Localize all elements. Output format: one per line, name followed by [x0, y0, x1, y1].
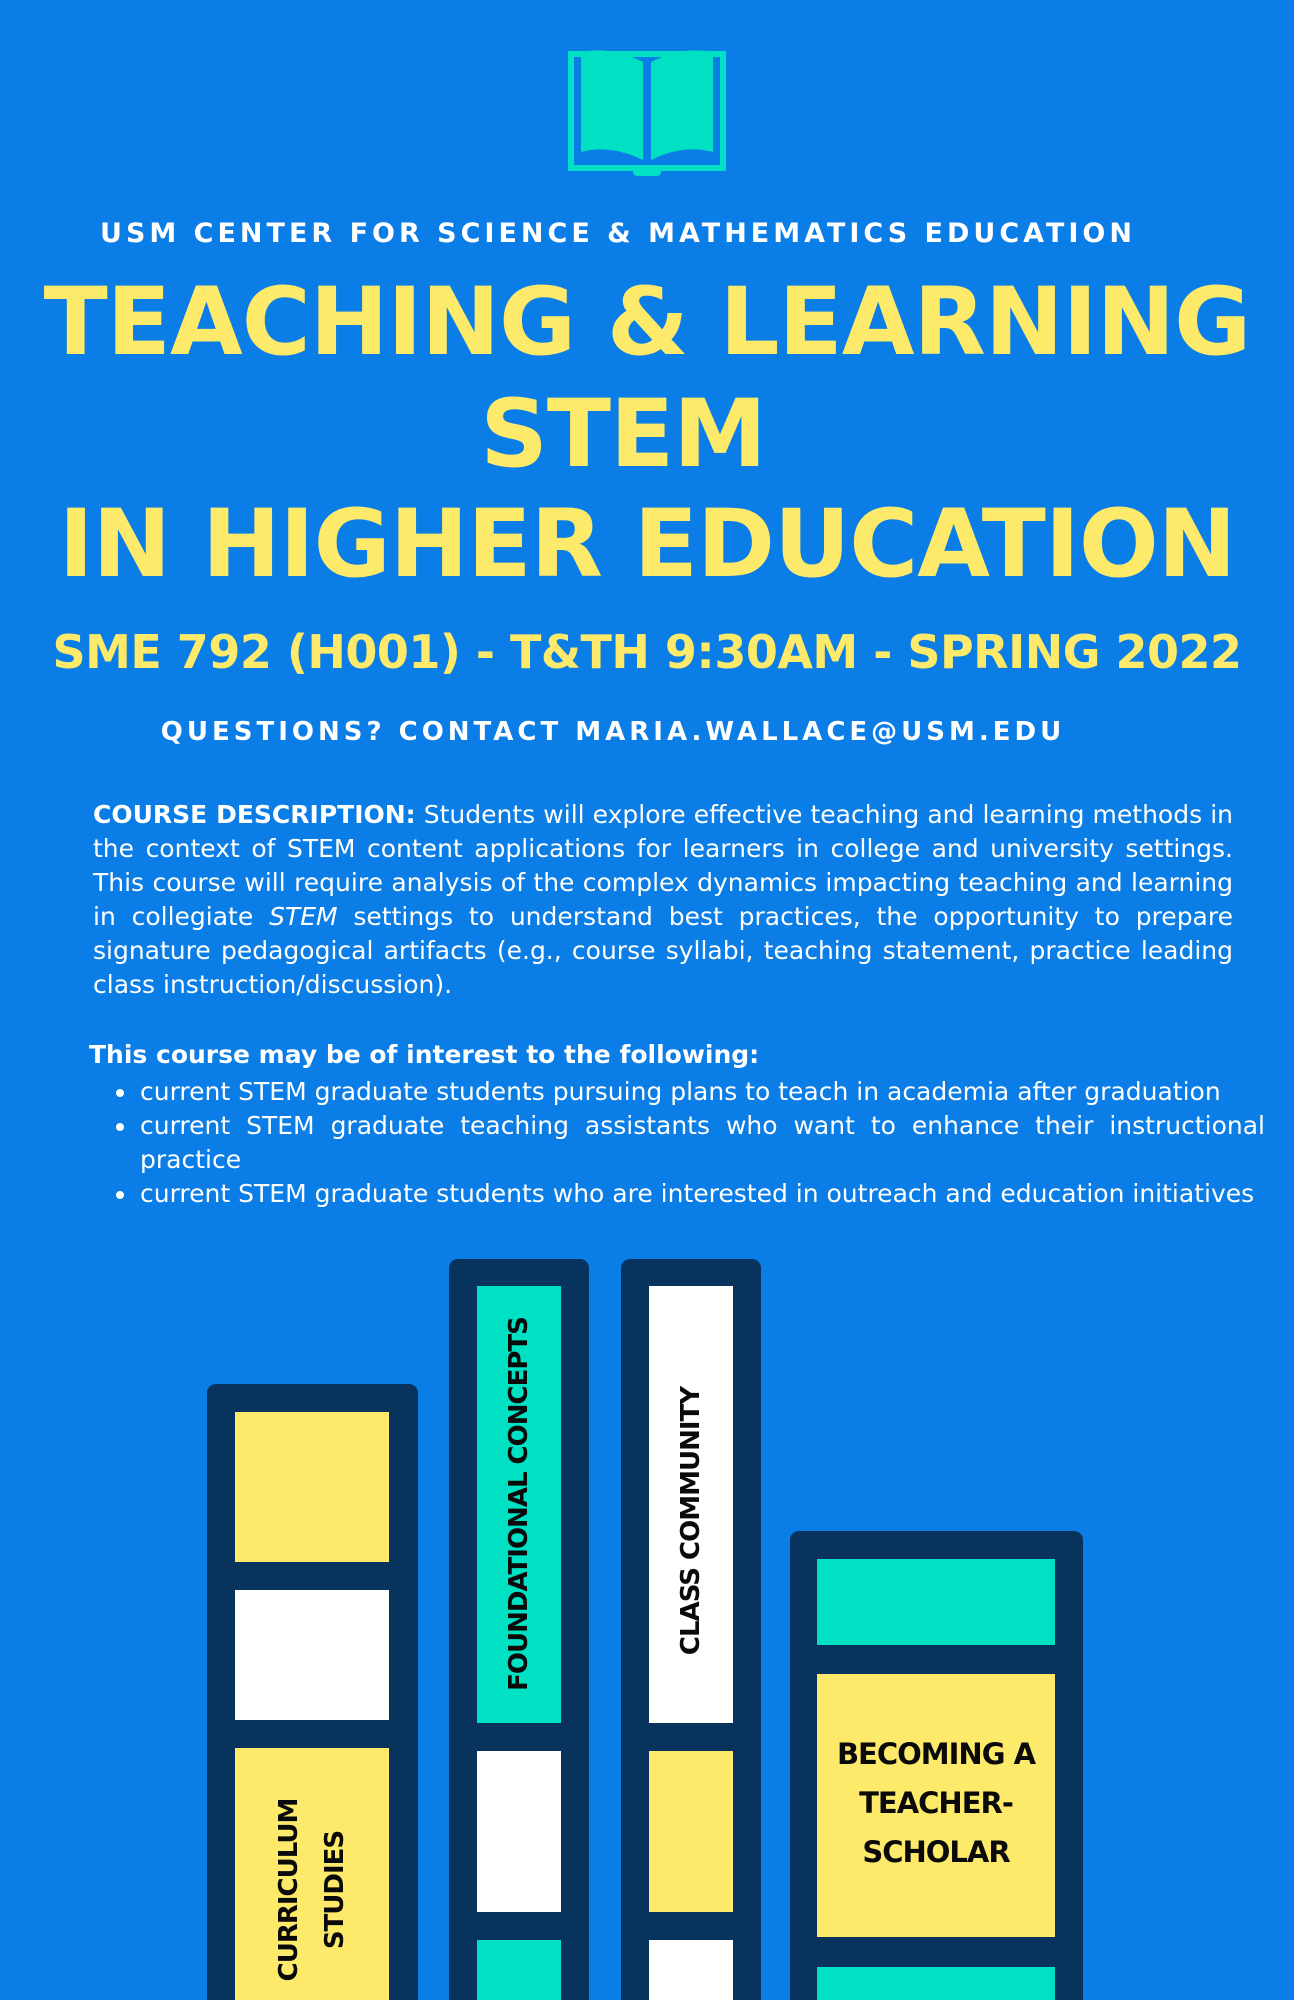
title-line-2: STEM	[480, 380, 766, 489]
open-book-icon	[567, 48, 727, 183]
book-band	[649, 1940, 733, 2000]
description-text-1: Students will explore effective teaching and learning methods in the context of STEM content applications for learners in college and university settings. This course will require analysis of the complex dynamics impacting teaching and learning in collegiate	[93, 800, 1233, 931]
organization-name: USM CENTER FOR SCIENCE & MATHEMATICS EDUCATION	[100, 218, 1136, 249]
book-band	[477, 1940, 561, 2000]
book-band	[817, 1559, 1055, 1645]
book-label-community: CLASS COMMUNITY	[676, 1386, 706, 1656]
contact-line: QUESTIONS? CONTACT MARIA.WALLACE@USM.EDU	[160, 717, 1066, 747]
book-band	[235, 1590, 389, 1720]
book-band	[235, 1412, 389, 1562]
book-label-line: STUDIES	[320, 1830, 350, 1950]
book-teacher-scholar	[790, 1531, 1083, 2000]
list-item: • current STEM graduate students pursuing plans to teach in academia after graduation	[138, 1075, 1265, 1109]
title-line-1: TEACHING & LEARNING	[43, 268, 1251, 377]
book-class-community	[621, 1259, 761, 2000]
book-label-teacher	[817, 1730, 1055, 1877]
course-info: SME 792 (H001) - T&TH 9:30AM - SPRING 2022	[52, 625, 1242, 679]
list-item: • current STEM graduate students who are interested in outreach and education initiatives	[138, 1177, 1265, 1211]
book-band	[477, 1751, 561, 1912]
book-label-curriculum	[266, 1799, 358, 1982]
book-label-line: SCHOLAR	[862, 1835, 1010, 1869]
book-band	[649, 1751, 733, 1912]
course-description	[93, 798, 1233, 1002]
description-text-2: settings to understand best practices, the opportunity to prepare signature pedagogical artifacts (e.g., course syllabi, teaching statement, practice leading class instruction/discussion).	[93, 902, 1233, 999]
interest-heading: This course may be of interest to the following:	[89, 1040, 760, 1069]
book-band	[817, 1967, 1055, 2000]
book-label-line: CURRICULUM	[274, 1798, 304, 1982]
interest-list	[102, 1075, 1265, 1211]
book-label-line: TEACHER-	[859, 1786, 1013, 1820]
book-curriculum-studies	[207, 1384, 418, 2000]
book-label-foundational: FOUNDATIONAL CONCEPTS	[504, 1317, 534, 1691]
description-emphasis: STEM	[269, 902, 338, 931]
list-item: • current STEM graduate teaching assistants who want to enhance their instructional practice	[138, 1109, 1265, 1177]
title-line-3: IN HIGHER EDUCATION	[58, 490, 1236, 599]
book-label-line: BECOMING A	[836, 1737, 1036, 1771]
description-label: COURSE DESCRIPTION:	[93, 800, 416, 829]
book-foundational-concepts	[449, 1259, 589, 2000]
